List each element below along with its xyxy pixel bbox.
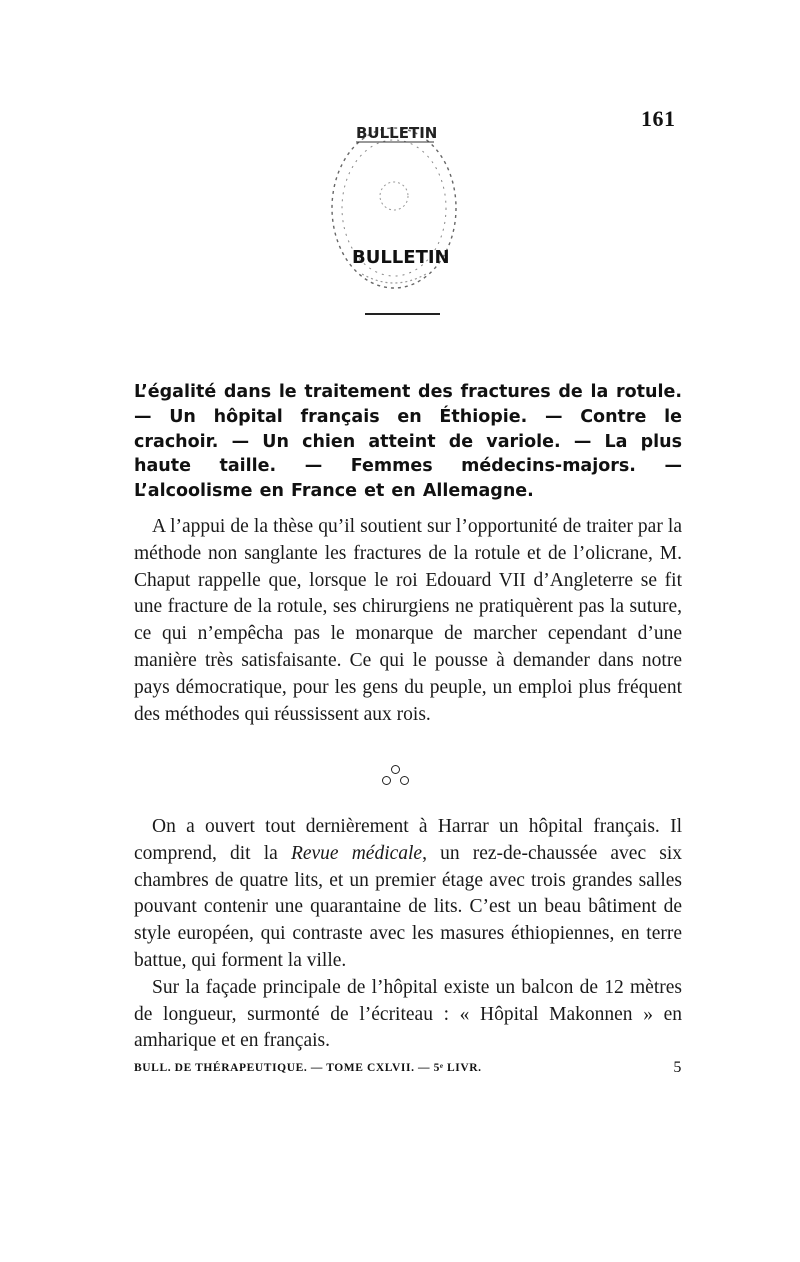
footer-citation: BULL. DE THÉRAPEUTIQUE. — TOME CXLVII. — 5ᵉ LIVR. — [134, 1062, 482, 1074]
stamp-center-text: BULLETIN — [352, 247, 450, 268]
stamp-top-text: BULLETIN — [356, 124, 438, 142]
signature-mark: 5 — [673, 1059, 682, 1076]
journal-title: Revue médicale — [290, 842, 423, 864]
paragraph-1 — [134, 514, 682, 728]
page-number: 161 — [641, 106, 676, 131]
paragraph-1-text: A l’appui de la thèse qu’il soutient sur l’opportunité de traiter par la méthode non sanglante les fractures de la rotule et de l’olicrane, M. Chaput rappelle que, lorsque le roi Edouard VII d’Angleterre se fit une fracture de la rotule, ses chirurgiens ne pratiquèrent pas la suture, ce qui n’empêcha pas le monarque de marcher cependant d’une manière très satisfaisante. Ce qui le pousse à demander dans notre pays démocratique, pour les gens du peuple, un emploi plus fréquent des méthodes qui réussissent aux rois. — [134, 516, 682, 725]
article-summary: L’égalité dans le traitement des fractures de la rotule. — Un hôpital français en Éthiopie. — Contre le crachoir. — Un chien atteint de variole. — La plus haute taille. — Femmes médecins-majors. — L’alcoolisme en France et en Allemagne. — [134, 382, 682, 502]
asterism-separator — [382, 765, 412, 791]
header-rule — [365, 313, 440, 315]
paragraph-3-text: Sur la façade principale de l’hôpital existe un balcon de 12 mètres de longueur, surmonté de l’écriteau : « Hôpital Makonnen » en amharique et en français. — [134, 976, 682, 1052]
paragraph-2 — [134, 814, 682, 1055]
paragraph-2-text: On a ouvert tout dernièrement à Harrar un hôpital français. Il comprend, dit la Revue médicale, un rez-de-chaussée avec six chambres de quatre lits, et un premier étage avec trois grandes salles pouvant contenir une quarantaine de lits. C’est un beau bâtiment de style européen, qui contraste avec les masures éthiopiennes, en terre battue, qui forment la ville. — [134, 816, 682, 971]
library-stamp — [322, 96, 462, 306]
